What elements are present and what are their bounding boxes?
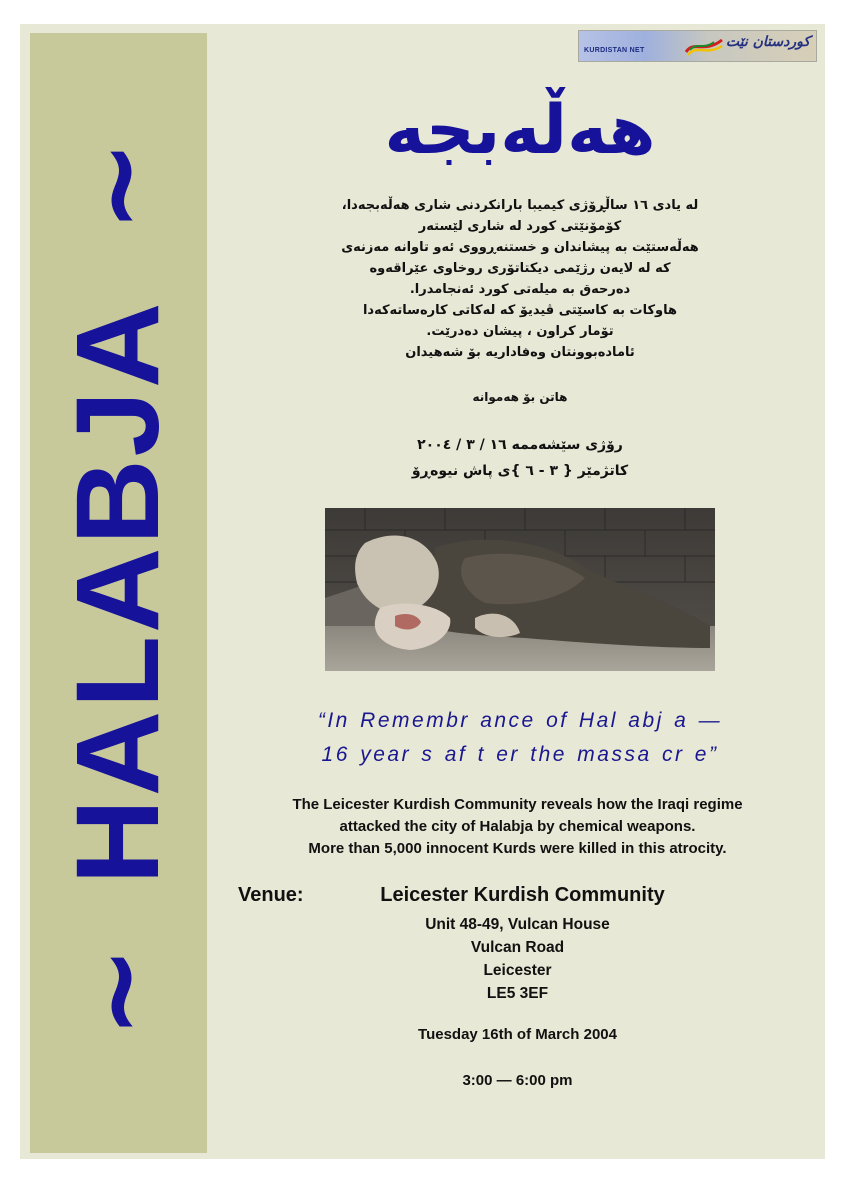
venue-address (360, 913, 675, 1005)
kurdish-date (330, 432, 710, 484)
kurdish-body-line: تۆمار کراون ، پیشان دەدرێت. (426, 324, 614, 339)
event-date: Tuesday 16th of March 2004 (418, 1026, 617, 1043)
address-line: Vulcan Road (470, 939, 565, 956)
kurdish-body-line: کە لە لایەن رژێمی دیکتاتۆری روخاوی عێراقەوە (369, 261, 671, 276)
kurdish-body-line: کۆمۆنێتی کورد لە شاری لێستەر (418, 219, 622, 234)
quote-line: “In Remembr ance of Hal abj a — (317, 709, 723, 732)
kurdish-body-line: هاوکات بە کاسێتی ڤیدیۆ کە لەکاتی کارەساتەکەدا (362, 303, 678, 318)
kurdish-body-line: ئامادەبوونتان وەفاداریە بۆ شەهیدان (405, 345, 635, 360)
tilde-bottom: ~ (54, 945, 182, 1039)
description-line: attacked the city of Halabja by chemical weapons. (339, 818, 696, 835)
kurdish-body (250, 195, 790, 363)
remembrance-quote (300, 704, 740, 772)
kurdistan-net-logo (578, 30, 817, 62)
venue-name: Leicester Kurdish Community (380, 884, 665, 906)
flag-swoosh-icon (684, 36, 724, 56)
description-line: More than 5,000 innocent Kurds were killed in this atrocity. (308, 840, 727, 857)
address-line: Unit 48-49, Vulcan House (425, 916, 610, 933)
logo-kurdish-text: کوردستان نێت (725, 34, 810, 50)
quote-line: 16 year s af t er the massa cr e” (321, 743, 719, 766)
kurdish-time-line: کاتژمێر { ٣ - ٦ }ی پاش نیوەڕۆ (411, 463, 629, 479)
logo-latin-text: KURDISTAN NET (584, 47, 645, 54)
address-line: Leicester (483, 962, 552, 979)
venue-label: Venue: (238, 884, 304, 906)
kurdish-date-line: رۆژی سێشەممە ١٦ / ٣ / ٢٠٠٤ (417, 437, 623, 453)
kurdish-title: هەڵەبجە (384, 91, 656, 170)
tilde-top: ~ (54, 139, 182, 233)
event-time: 3:00 — 6:00 pm (462, 1072, 573, 1089)
kurdish-body-line: هەڵەستێت بە پیشاندان و خستنەڕووی ئەو تاوانە مەزنەی (341, 240, 699, 255)
description-line: The Leicester Kurdish Community reveals how the Iraqi regime (292, 796, 743, 813)
memorial-photo (325, 508, 715, 671)
kurdish-body-line: لە یادی ١٦ ساڵڕۆژی کیمیبا بارانکردنی شاری هەڵەبجەدا، (341, 198, 699, 213)
side-title: HALABJA (52, 299, 184, 885)
kurdish-body-line: دەرحەق بە میلەتی کورد ئەنجامدرا. (409, 282, 631, 297)
event-description (245, 794, 790, 860)
memorial-photo-image (325, 508, 715, 671)
kurdish-welcome: هاتن بۆ هەموانە (472, 390, 568, 404)
address-line: LE5 3EF (486, 985, 549, 1002)
